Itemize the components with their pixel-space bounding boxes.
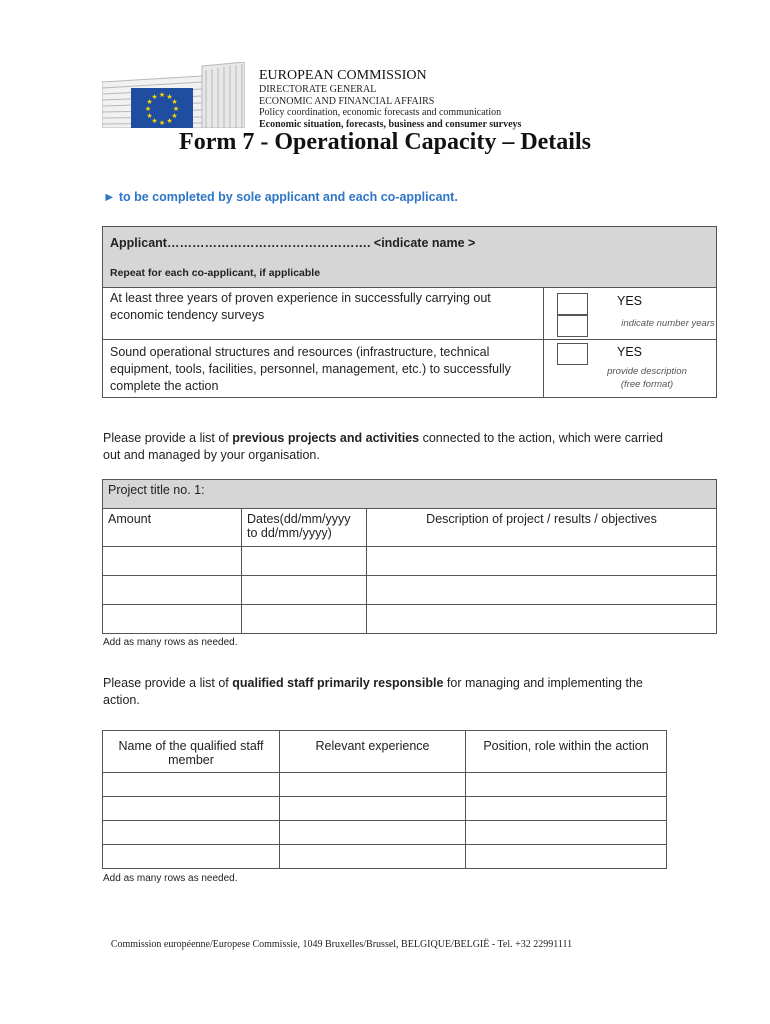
table-cell[interactable] (466, 797, 667, 821)
staff-intro-emphasis: qualified staff primarily responsible (232, 676, 444, 690)
projects-intro-text-end: connected to the action, which were carried out and managed by your organisation. (103, 431, 664, 462)
table-cell[interactable] (280, 821, 466, 845)
svg-text:★: ★ (172, 105, 180, 113)
table-row (103, 821, 667, 845)
staff-intro-text: Please provide a list of (103, 676, 233, 690)
eu-flag-icon (131, 88, 193, 128)
add-rows-note: Add as many rows as needed. (103, 873, 238, 884)
unit-line: Economic situation, forecasts, business and consumer surveys (259, 118, 522, 130)
criteria-row-experience (102, 288, 717, 340)
svg-text:★: ★ (151, 93, 158, 101)
hint-text: provide description (free format) (607, 366, 687, 390)
applicant-name-line: Applicant…………………………………………. <indicate name > (110, 236, 476, 250)
criteria-row-structures (102, 340, 717, 398)
table-cell[interactable] (103, 576, 242, 605)
column-header-amount: Amount (103, 509, 242, 547)
staff-intro-text-end: for managing and implementing the action. (103, 676, 643, 707)
svg-text:★: ★ (146, 98, 153, 106)
column-divider (543, 288, 544, 339)
svg-text:★: ★ (166, 93, 173, 101)
table-cell[interactable] (103, 605, 242, 634)
column-divider (543, 340, 544, 397)
table-cell[interactable] (367, 605, 717, 634)
table-cell[interactable] (103, 797, 280, 821)
table-cell[interactable] (103, 547, 242, 576)
column-header-experience: Relevant experience (280, 731, 466, 773)
table-cell[interactable] (367, 547, 717, 576)
svg-text:★: ★ (158, 91, 166, 99)
table-cell[interactable] (280, 773, 466, 797)
svg-text:★: ★ (166, 117, 173, 125)
column-header-position: Position, role within the action (466, 731, 667, 773)
table-cell[interactable] (103, 821, 280, 845)
hint-text: indicate number years (621, 318, 715, 329)
page-title: Form 7 - Operational Capacity – Details (179, 129, 591, 155)
yes-label: YES (617, 294, 643, 308)
directorate-general: DIRECTORATE GENERAL (259, 84, 377, 96)
repeat-note: Repeat for each co-applicant, if applicable (110, 267, 321, 279)
svg-text:★: ★ (158, 119, 166, 127)
ec-logo (102, 62, 245, 128)
yes-checkbox[interactable] (557, 293, 588, 315)
svg-text:★: ★ (146, 112, 153, 120)
table-cell[interactable] (242, 605, 367, 634)
dg-name: ECONOMIC AND FINANCIAL AFFAIRS (259, 95, 435, 107)
table-cell[interactable] (103, 773, 280, 797)
table-cell[interactable] (466, 845, 667, 869)
instruction-text: ► to be completed by sole applicant and each co-applicant. (103, 190, 458, 204)
yes-checkbox[interactable] (557, 343, 588, 365)
table-row (103, 547, 717, 576)
svg-text:★: ★ (144, 105, 152, 113)
criteria-text: At least three years of proven experience in successfully carrying out economic tendency surveys (110, 291, 491, 322)
criteria-text: Sound operational structures and resources (infrastructure, technical equipment, tools, facilities, personnel, management, etc.) to successfully complete the action (110, 345, 511, 393)
column-header-description: Description of project / results / objectives (367, 509, 717, 547)
svg-text:★: ★ (171, 98, 178, 106)
table-header-row (103, 731, 667, 773)
yes-label: YES (617, 345, 643, 359)
svg-text:★: ★ (151, 117, 158, 125)
project-title-label: Project title no. 1: (108, 483, 205, 497)
table-row (103, 845, 667, 869)
applicant-table (102, 226, 717, 398)
staff-table (102, 730, 667, 869)
project-title-cell[interactable] (103, 480, 717, 509)
add-rows-note: Add as many rows as needed. (103, 637, 238, 648)
table-cell[interactable] (466, 821, 667, 845)
projects-intro-text: Please provide a list of (103, 431, 233, 445)
table-cell[interactable] (466, 773, 667, 797)
applicant-header (102, 226, 717, 288)
column-header-name: Name of the qualified staff member (103, 731, 280, 773)
table-cell[interactable] (280, 797, 466, 821)
svg-text:★: ★ (171, 112, 178, 120)
column-header-dates: Dates(dd/mm/yyyy to dd/mm/yyyy) (242, 509, 367, 547)
page-footer: Commission européenne/Europese Commissie, 1049 Bruxelles/Brussel, BELGIQUE/BELGIË - Tel. +32 22991111 (110, 939, 573, 950)
table-row (103, 797, 667, 821)
table-cell[interactable] (280, 845, 466, 869)
table-cell[interactable] (242, 576, 367, 605)
projects-table (102, 479, 717, 634)
projects-intro-emphasis: previous projects and activities (232, 431, 420, 445)
project-title-row (103, 480, 717, 509)
table-row (103, 773, 667, 797)
projects-intro (103, 430, 668, 464)
table-cell[interactable] (367, 576, 717, 605)
table-cell[interactable] (103, 845, 280, 869)
years-input-box[interactable] (557, 315, 588, 337)
organisation-block (259, 68, 521, 130)
table-cell[interactable] (242, 547, 367, 576)
policy-line: Policy coordination, economic forecasts and communication (259, 107, 502, 119)
table-header-row (103, 509, 717, 547)
table-row (103, 576, 717, 605)
organisation-name: EUROPEAN COMMISSION (259, 68, 427, 83)
table-row (103, 605, 717, 634)
staff-intro (103, 675, 668, 709)
